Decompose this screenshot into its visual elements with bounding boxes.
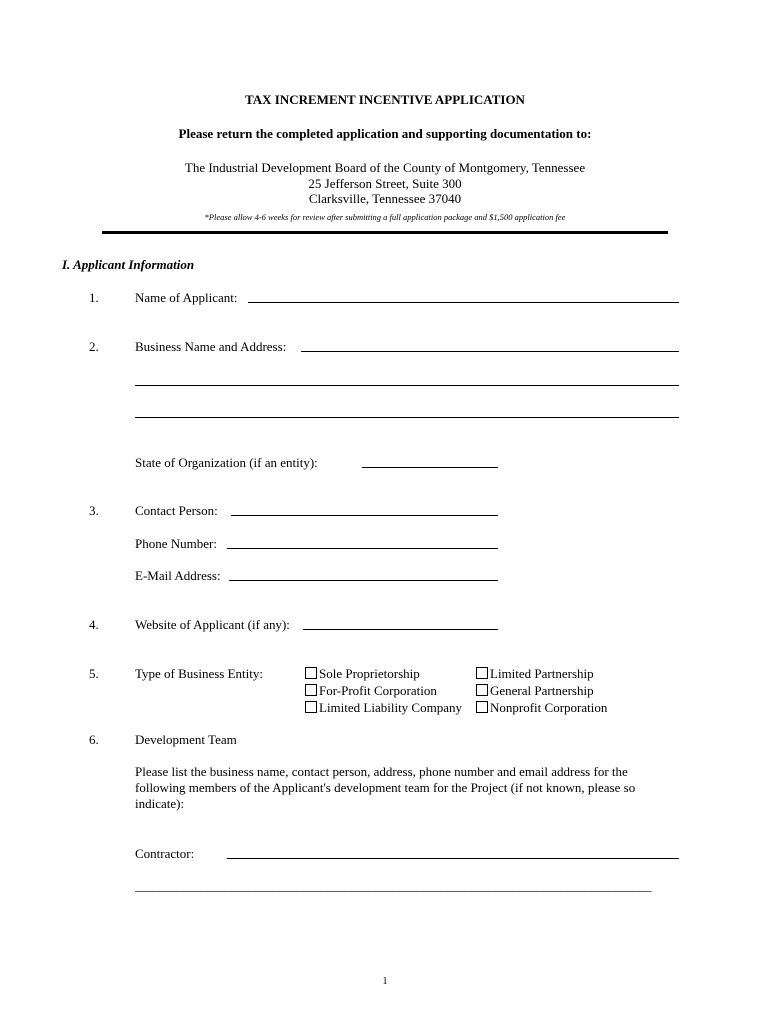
- address-line-1: The Industrial Development Board of the County of Montgomery, Tennessee: [184, 160, 586, 175]
- item-number-5: 5.: [89, 666, 99, 681]
- contractor-field[interactable]: [227, 858, 679, 859]
- business-address-field-3[interactable]: [135, 417, 679, 418]
- checkbox-nonprofit-corporation[interactable]: [476, 701, 488, 713]
- checkbox-general-partnership[interactable]: [476, 684, 488, 696]
- state-organization-label: State of Organization (if an entity):: [135, 455, 318, 470]
- entity-type-label: Type of Business Entity:: [135, 666, 264, 681]
- page-number: 1: [382, 976, 388, 987]
- development-team-instructions: Please list the business name, contact person, address, phone number and email address for the following members of the Applicant's development team for the Project (if not known, please so indicate):: [135, 764, 636, 811]
- option-general-partnership[interactable]: General Partnership: [476, 683, 594, 699]
- state-organization-field[interactable]: [362, 467, 498, 468]
- email-address-field[interactable]: [229, 580, 498, 581]
- contact-person-label: Contact Person:: [135, 503, 218, 518]
- item-number-3: 3.: [89, 503, 99, 518]
- contractor-field-2[interactable]: ______________________________________________________________________________________: [135, 878, 651, 893]
- section-title: I. Applicant Information: [62, 257, 195, 272]
- development-team-label: Development Team: [135, 732, 237, 747]
- email-address-label: E-Mail Address:: [135, 568, 221, 583]
- option-sole-proprietorship[interactable]: Sole Proprietorship: [305, 666, 420, 682]
- address-line-3: Clarksville, Tennessee 37040: [308, 191, 462, 206]
- checkbox-limited-liability-company[interactable]: [305, 701, 317, 713]
- option-nonprofit-corporation[interactable]: Nonprofit Corporation: [476, 700, 607, 716]
- business-address-label: Business Name and Address:: [135, 339, 287, 354]
- option-limited-partnership[interactable]: Limited Partnership: [476, 666, 594, 682]
- item-number-1: 1.: [89, 290, 99, 305]
- business-address-field-1[interactable]: [301, 351, 679, 352]
- item-number-4: 4.: [89, 617, 99, 632]
- website-label: Website of Applicant (if any):: [135, 617, 290, 632]
- header-divider: [102, 231, 668, 234]
- return-instructions: Please return the completed application and supporting documentation to:: [178, 126, 592, 141]
- website-field[interactable]: [303, 629, 498, 630]
- contractor-label: Contractor:: [135, 846, 195, 861]
- item-number-2: 2.: [89, 339, 99, 354]
- item-number-6: 6.: [89, 732, 99, 747]
- applicant-name-label: Name of Applicant:: [135, 290, 238, 305]
- checkbox-for-profit-corporation[interactable]: [305, 684, 317, 696]
- checkbox-sole-proprietorship[interactable]: [305, 667, 317, 679]
- option-for-profit-corporation[interactable]: For-Profit Corporation: [305, 683, 437, 699]
- form-title: TAX INCREMENT INCENTIVE APPLICATION: [245, 92, 525, 107]
- option-limited-liability-company[interactable]: Limited Liability Company: [305, 700, 462, 716]
- applicant-name-field[interactable]: [248, 302, 679, 303]
- address-line-2: 25 Jefferson Street, Suite 300: [308, 176, 462, 191]
- review-note: *Please allow 4-6 weeks for review after submitting a full application package and $1,500 application fee: [204, 212, 566, 222]
- phone-number-field[interactable]: [227, 548, 498, 549]
- phone-number-label: Phone Number:: [135, 536, 217, 551]
- business-address-field-2[interactable]: [135, 385, 679, 386]
- checkbox-limited-partnership[interactable]: [476, 667, 488, 679]
- contact-person-field[interactable]: [231, 515, 498, 516]
